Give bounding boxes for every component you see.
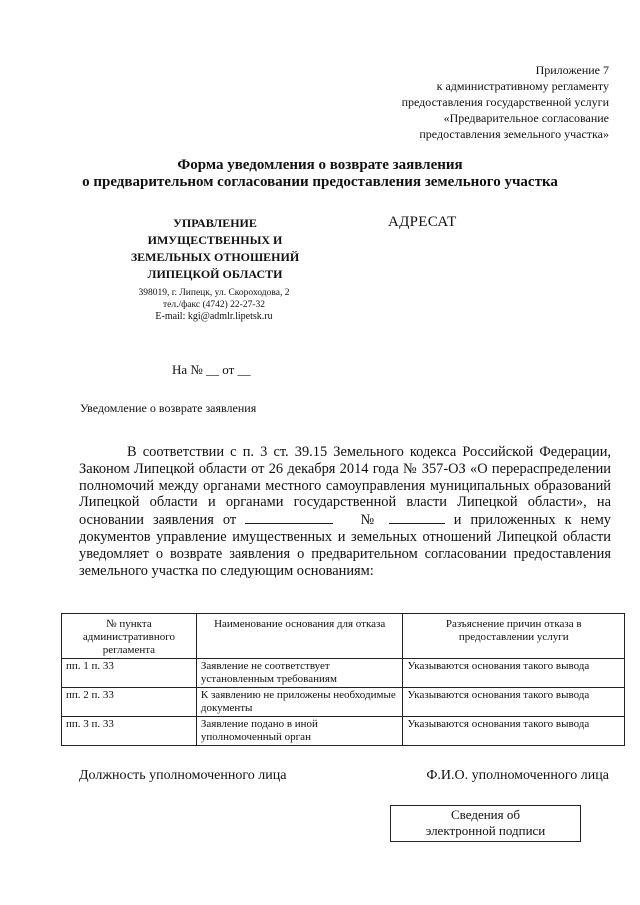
number-sign: №: [360, 512, 380, 529]
appendix-note: [309, 62, 609, 142]
table-cell: пп. 3 п. 33: [62, 717, 197, 746]
appendix-line: «Предварительное согласование: [443, 111, 609, 125]
body-text-part-2: и приложенных к нему документов управление имущественных и земельных отношений Липецкой области уведомляет о возврате заявления о предварительном согласовании предоставления земельного участка по следующим основаниям:: [79, 512, 612, 579]
table-row: [62, 688, 625, 717]
org-name-line: ЛИПЕЦКОЙ ОБЛАСТИ: [147, 267, 283, 281]
reference-line: На № __ от __: [172, 362, 251, 377]
column-header: № пункта административного регламента: [62, 614, 197, 659]
appendix-line: предоставления государственной услуги: [401, 95, 609, 109]
addressee-label: АДРЕСАТ: [388, 214, 457, 230]
org-name-line: ИМУЩЕСТВЕННЫХ И: [147, 233, 283, 247]
title-line-1: Форма уведомления о возврате заявления: [177, 157, 463, 173]
official-name-label: Ф.И.О. уполномоченного лица: [426, 768, 609, 783]
table-cell: пп. 2 п. 33: [62, 688, 197, 717]
refusal-reasons-table: [61, 613, 625, 746]
org-name-line: ЗЕМЕЛЬНЫХ ОТНОШЕНИЙ: [130, 250, 300, 264]
appendix-line: предоставления земельного участка»: [419, 127, 609, 141]
table-cell: Указываются основания такого вывода: [403, 688, 625, 717]
application-date-blank: [245, 511, 333, 524]
application-number-blank: [389, 511, 445, 524]
org-name-line: УПРАВЛЕНИЕ: [173, 216, 257, 230]
org-email: E-mail: kgi@admlr.lipetsk.ru: [155, 311, 273, 322]
subject-line: Уведомление о возврате заявления: [80, 401, 257, 415]
body-paragraph: [79, 444, 611, 579]
table-cell: пп. 1 п. 33: [62, 659, 197, 688]
electronic-signature-box: [390, 805, 581, 842]
appendix-line: к административному регламенту: [436, 79, 609, 93]
column-header: Разъяснение причин отказа в предоставлении услуги: [403, 614, 625, 659]
table-cell: К заявлению не приложены необходимые документы: [196, 688, 403, 717]
official-position-label: Должность уполномоченного лица: [79, 768, 287, 783]
title-line-2: о предварительном согласовании предоставления земельного участка: [82, 174, 558, 190]
table-cell: Указываются основания такого вывода: [403, 659, 625, 688]
table-row: [62, 659, 625, 688]
table-cell: Указываются основания такого вывода: [403, 717, 625, 746]
table-cell: Заявление не соответствует установленным требованиям: [196, 659, 403, 688]
org-address: 398019, г. Липецк, ул. Скороходова, 2: [138, 288, 290, 298]
appendix-line: Приложение 7: [535, 63, 609, 77]
document-title: [0, 157, 640, 191]
table-header-row: [62, 614, 625, 659]
table-cell: Заявление подано в иной уполномоченный орган: [196, 717, 403, 746]
body-text-part-1: В соответствии с п. 3 ст. 39.15 Земельного кодекса Российской Федерации, Законом Липецкой области от 26 декабря 2014 года № 357-ОЗ «О перераспределении полномочий между органами местного самоуправления муниципальных образований Липецкой области и органами государственной власти Липецкой области», на основании заявления от: [79, 444, 611, 529]
esign-line-2: электронной подписи: [425, 823, 546, 838]
esign-line-1: Сведения об: [451, 807, 520, 822]
organization-name: [120, 215, 310, 283]
organization-contacts: [126, 287, 302, 323]
org-phone: тел./факс (4742) 22-27-32: [163, 300, 265, 310]
table-row: [62, 717, 625, 746]
column-header: Наименование основания для отказа: [196, 614, 403, 659]
